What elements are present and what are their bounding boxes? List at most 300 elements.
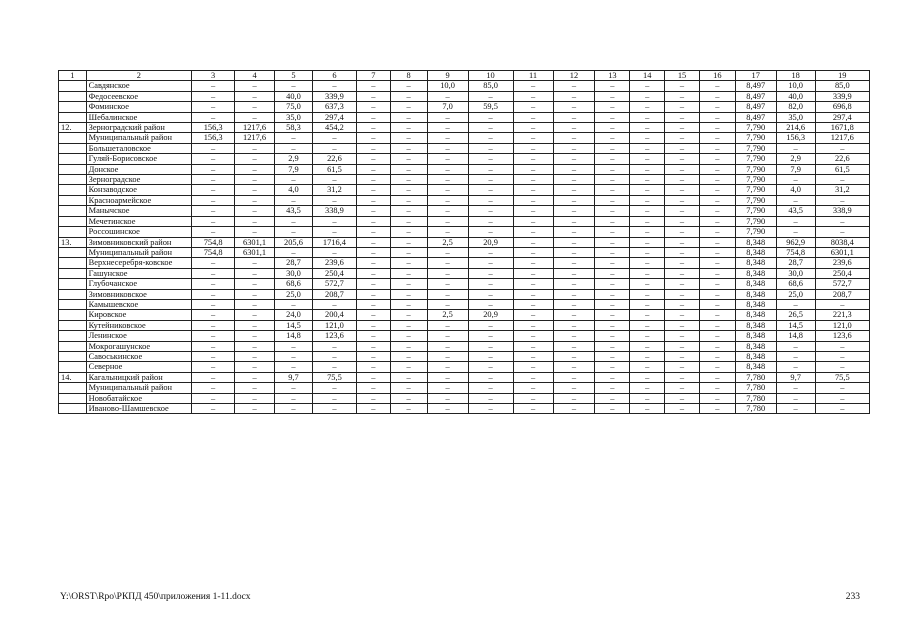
table-row — [59, 133, 870, 143]
table-cell: – — [390, 279, 427, 289]
table-cell: 7,790 — [735, 164, 776, 174]
table-cell: 7,790 — [735, 133, 776, 143]
table-cell: – — [356, 195, 390, 205]
table-cell: – — [275, 247, 313, 257]
table-cell: – — [513, 81, 553, 91]
table-cell: – — [390, 341, 427, 351]
table-cell: – — [468, 279, 513, 289]
table-cell: – — [665, 123, 700, 133]
table-cell: – — [192, 216, 235, 226]
table-cell: – — [630, 320, 665, 330]
table-cell: – — [468, 258, 513, 268]
table-cell: – — [356, 310, 390, 320]
table-cell: 8,497 — [735, 102, 776, 112]
column-header: 1 — [59, 71, 87, 81]
table-cell: – — [815, 227, 869, 237]
row-number — [59, 206, 87, 216]
table-cell: – — [630, 341, 665, 351]
table-cell: 8,348 — [735, 331, 776, 341]
table-cell: – — [468, 154, 513, 164]
table-cell: – — [665, 383, 700, 393]
table-cell: – — [235, 206, 275, 216]
table-cell: – — [553, 351, 595, 361]
table-cell: – — [427, 216, 468, 226]
table-cell: – — [468, 206, 513, 216]
table-cell: – — [776, 362, 815, 372]
table-cell: – — [312, 351, 356, 361]
table-row — [59, 289, 870, 299]
table-cell: – — [595, 91, 630, 101]
data-table — [58, 70, 870, 414]
table-cell: 7,790 — [735, 185, 776, 195]
table-cell: – — [630, 404, 665, 414]
table-cell: 7,9 — [776, 164, 815, 174]
table-cell: – — [192, 289, 235, 299]
table-cell: – — [427, 175, 468, 185]
table-cell: 754,8 — [776, 247, 815, 257]
row-number — [59, 154, 87, 164]
table-cell: – — [553, 258, 595, 268]
table-row — [59, 195, 870, 205]
table-cell: – — [630, 299, 665, 309]
table-cell: – — [595, 393, 630, 403]
table-cell: 8038,4 — [815, 237, 869, 247]
table-row — [59, 310, 870, 320]
table-cell: 10,0 — [427, 81, 468, 91]
table-cell: – — [699, 247, 735, 257]
table-cell: – — [553, 102, 595, 112]
table-cell: 22,6 — [312, 154, 356, 164]
table-cell: – — [390, 351, 427, 361]
table-cell: – — [513, 258, 553, 268]
table-cell: – — [595, 206, 630, 216]
table-cell: – — [390, 175, 427, 185]
table-cell: 20,9 — [468, 310, 513, 320]
table-cell: 121,0 — [312, 320, 356, 330]
table-cell: – — [356, 341, 390, 351]
table-cell: – — [699, 341, 735, 351]
row-number — [59, 393, 87, 403]
table-cell: – — [390, 383, 427, 393]
municipality-name: Глубочанское — [86, 279, 191, 289]
table-cell: 82,0 — [776, 102, 815, 112]
table-cell: 205,6 — [275, 237, 313, 247]
table-cell: – — [699, 320, 735, 330]
table-cell: – — [699, 102, 735, 112]
table-cell: – — [513, 123, 553, 133]
table-cell: – — [630, 383, 665, 393]
table-cell: – — [776, 195, 815, 205]
municipality-name: Зимовниковский район — [86, 237, 191, 247]
table-cell: 7,780 — [735, 404, 776, 414]
table-cell: – — [390, 289, 427, 299]
table-cell: 28,7 — [776, 258, 815, 268]
table-cell: – — [235, 331, 275, 341]
table-cell: – — [815, 216, 869, 226]
table-cell: – — [665, 227, 700, 237]
row-number — [59, 331, 87, 341]
municipality-name: Муниципальный район — [86, 247, 191, 257]
table-cell: – — [427, 247, 468, 257]
table-cell: – — [192, 81, 235, 91]
table-cell: – — [665, 362, 700, 372]
table-cell: – — [665, 206, 700, 216]
table-cell: – — [595, 310, 630, 320]
table-cell: – — [356, 351, 390, 361]
table-cell: – — [630, 133, 665, 143]
table-cell: – — [427, 383, 468, 393]
table-cell: 24,0 — [275, 310, 313, 320]
table-cell: – — [390, 164, 427, 174]
table-cell: – — [235, 351, 275, 361]
table-cell: – — [553, 164, 595, 174]
table-cell: – — [776, 143, 815, 153]
table-cell: – — [390, 258, 427, 268]
municipality-name: Кагальницкий район — [86, 372, 191, 382]
column-header: 16 — [699, 71, 735, 81]
table-cell: – — [235, 216, 275, 226]
table-cell: – — [390, 216, 427, 226]
table-cell: – — [468, 341, 513, 351]
table-cell: – — [595, 362, 630, 372]
table-cell: – — [665, 268, 700, 278]
municipality-name: Иваново-Шамшевское — [86, 404, 191, 414]
table-cell: – — [275, 175, 313, 185]
table-cell: – — [275, 299, 313, 309]
table-cell: – — [699, 237, 735, 247]
row-number — [59, 133, 87, 143]
table-cell: – — [630, 268, 665, 278]
table-cell: – — [513, 320, 553, 330]
table-cell: 43,5 — [275, 206, 313, 216]
table-cell: – — [468, 320, 513, 330]
table-cell: – — [427, 112, 468, 122]
table-cell: – — [390, 331, 427, 341]
table-cell: 85,0 — [815, 81, 869, 91]
row-number — [59, 143, 87, 153]
table-cell: 8,348 — [735, 310, 776, 320]
table-cell: – — [665, 247, 700, 257]
table-cell: – — [595, 404, 630, 414]
table-cell: – — [468, 299, 513, 309]
row-number — [59, 362, 87, 372]
table-cell: – — [427, 227, 468, 237]
table-cell: – — [699, 227, 735, 237]
table-cell: – — [595, 143, 630, 153]
table-cell: – — [665, 175, 700, 185]
table-cell: – — [815, 195, 869, 205]
table-cell: – — [815, 299, 869, 309]
table-cell: – — [513, 299, 553, 309]
table-cell: – — [275, 216, 313, 226]
table-cell: – — [513, 185, 553, 195]
table-cell: 14,5 — [275, 320, 313, 330]
table-cell: 7,9 — [275, 164, 313, 174]
table-cell: – — [595, 258, 630, 268]
table-row — [59, 320, 870, 330]
table-cell: – — [513, 91, 553, 101]
table-cell: 7,790 — [735, 195, 776, 205]
table-cell: – — [356, 320, 390, 330]
table-cell: – — [427, 393, 468, 403]
table-row — [59, 123, 870, 133]
table-cell: – — [630, 164, 665, 174]
table-cell: 156,3 — [192, 133, 235, 143]
table-cell: – — [553, 404, 595, 414]
municipality-name: Мокрогашунское — [86, 341, 191, 351]
table-cell: – — [312, 383, 356, 393]
municipality-name: Красноармейское — [86, 195, 191, 205]
table-cell: – — [192, 310, 235, 320]
table-cell: 31,2 — [312, 185, 356, 195]
table-cell: 61,5 — [312, 164, 356, 174]
table-cell: – — [553, 227, 595, 237]
table-cell: – — [553, 310, 595, 320]
table-cell: 1217,6 — [235, 133, 275, 143]
table-cell: – — [275, 133, 313, 143]
column-header: 7 — [356, 71, 390, 81]
table-cell: – — [665, 351, 700, 361]
municipality-name: Зерноградский район — [86, 123, 191, 133]
table-cell: – — [275, 227, 313, 237]
table-cell: – — [390, 185, 427, 195]
table-cell: – — [630, 247, 665, 257]
table-cell: – — [595, 279, 630, 289]
table-cell: – — [699, 112, 735, 122]
table-cell: – — [356, 154, 390, 164]
table-cell: – — [235, 320, 275, 330]
table-cell: – — [356, 237, 390, 247]
table-cell: – — [468, 91, 513, 101]
table-cell: 2,5 — [427, 310, 468, 320]
table-cell: – — [553, 393, 595, 403]
table-cell: – — [275, 383, 313, 393]
table-cell: – — [427, 154, 468, 164]
table-cell: – — [390, 123, 427, 133]
table-cell: 4,0 — [275, 185, 313, 195]
table-cell: – — [192, 279, 235, 289]
column-header: 15 — [665, 71, 700, 81]
table-cell: – — [513, 331, 553, 341]
table-cell: – — [468, 247, 513, 257]
table-cell: – — [665, 341, 700, 351]
table-cell: 7,790 — [735, 123, 776, 133]
table-cell: – — [595, 268, 630, 278]
table-cell: 6301,1 — [235, 247, 275, 257]
table-cell: 454,2 — [312, 123, 356, 133]
table-cell: – — [553, 362, 595, 372]
table-cell: 40,0 — [275, 91, 313, 101]
table-cell: 20,9 — [468, 237, 513, 247]
table-cell: 1716,4 — [312, 237, 356, 247]
row-number — [59, 320, 87, 330]
table-cell: – — [312, 341, 356, 351]
table-cell: – — [699, 383, 735, 393]
table-cell: – — [390, 102, 427, 112]
table-cell: – — [390, 247, 427, 257]
table-cell: – — [427, 206, 468, 216]
table-cell: 28,7 — [275, 258, 313, 268]
table-cell: – — [235, 289, 275, 299]
table-cell: – — [468, 289, 513, 299]
table-cell: – — [356, 175, 390, 185]
table-cell: – — [513, 310, 553, 320]
table-cell: – — [699, 175, 735, 185]
table-cell: – — [390, 362, 427, 372]
table-cell: – — [553, 289, 595, 299]
table-cell: – — [699, 331, 735, 341]
table-row — [59, 341, 870, 351]
table-cell: 7,790 — [735, 216, 776, 226]
row-number — [59, 279, 87, 289]
table-cell: – — [356, 383, 390, 393]
table-cell: 8,348 — [735, 299, 776, 309]
table-cell: – — [192, 164, 235, 174]
table-cell: – — [192, 102, 235, 112]
table-cell: – — [427, 279, 468, 289]
table-cell: – — [390, 81, 427, 91]
column-header: 2 — [86, 71, 191, 81]
table-cell: – — [513, 372, 553, 382]
table-cell: – — [665, 143, 700, 153]
table-cell: – — [595, 320, 630, 330]
row-number: 12. — [59, 123, 87, 133]
table-cell: – — [275, 341, 313, 351]
table-cell: 221,3 — [815, 310, 869, 320]
table-cell: – — [275, 393, 313, 403]
table-cell: – — [275, 351, 313, 361]
table-cell: – — [356, 258, 390, 268]
table-cell: – — [390, 133, 427, 143]
table-cell: – — [776, 393, 815, 403]
table-cell: 14,8 — [275, 331, 313, 341]
table-cell: – — [595, 289, 630, 299]
table-cell: – — [513, 154, 553, 164]
table-cell: – — [815, 351, 869, 361]
table-cell: – — [235, 185, 275, 195]
table-header-row — [59, 71, 870, 81]
table-cell: – — [513, 133, 553, 143]
table-cell: – — [513, 383, 553, 393]
table-cell: 40,0 — [776, 91, 815, 101]
table-cell: – — [235, 383, 275, 393]
table-cell: – — [356, 112, 390, 122]
table-cell: – — [235, 362, 275, 372]
table-cell: 43,5 — [776, 206, 815, 216]
table-cell: – — [192, 393, 235, 403]
table-cell: 14,8 — [776, 331, 815, 341]
table-cell: 75,0 — [275, 102, 313, 112]
row-number — [59, 299, 87, 309]
table-cell: 4,0 — [776, 185, 815, 195]
table-cell: – — [468, 351, 513, 361]
table-cell: – — [630, 289, 665, 299]
table-cell: 339,9 — [312, 91, 356, 101]
table-cell: 35,0 — [275, 112, 313, 122]
row-number: 13. — [59, 237, 87, 247]
table-cell: – — [356, 299, 390, 309]
table-cell: – — [312, 195, 356, 205]
table-cell: – — [312, 299, 356, 309]
table-cell: – — [553, 81, 595, 91]
municipality-name: Кировское — [86, 310, 191, 320]
table-cell: – — [192, 351, 235, 361]
table-cell: – — [275, 81, 313, 91]
table-cell: 9,7 — [275, 372, 313, 382]
table-cell: – — [699, 258, 735, 268]
table-cell: – — [192, 154, 235, 164]
table-cell: – — [427, 91, 468, 101]
row-number — [59, 268, 87, 278]
table-cell: 75,5 — [815, 372, 869, 382]
municipality-name: Гуляй-Борисовское — [86, 154, 191, 164]
table-cell: 239,6 — [815, 258, 869, 268]
table-cell: – — [699, 206, 735, 216]
table-cell: – — [235, 154, 275, 164]
table-cell: – — [513, 268, 553, 278]
table-cell: – — [356, 185, 390, 195]
row-number — [59, 185, 87, 195]
table-cell: – — [356, 143, 390, 153]
table-cell: 339,9 — [815, 91, 869, 101]
table-cell: – — [356, 123, 390, 133]
table-cell: 2,9 — [776, 154, 815, 164]
row-number — [59, 112, 87, 122]
table-cell: – — [699, 404, 735, 414]
table-cell: – — [776, 175, 815, 185]
table-cell: 297,4 — [312, 112, 356, 122]
table-row — [59, 404, 870, 414]
table-cell: – — [553, 206, 595, 216]
table-cell: – — [192, 206, 235, 216]
row-number — [59, 227, 87, 237]
municipality-name: Манычское — [86, 206, 191, 216]
table-cell: 962,9 — [776, 237, 815, 247]
table-cell: 8,348 — [735, 341, 776, 351]
table-cell: – — [356, 362, 390, 372]
table-cell: – — [595, 341, 630, 351]
table-cell: 25,0 — [776, 289, 815, 299]
row-number — [59, 247, 87, 257]
table-cell: – — [630, 393, 665, 403]
table-cell: 7,790 — [735, 143, 776, 153]
table-row — [59, 206, 870, 216]
table-cell: – — [513, 393, 553, 403]
table-cell: – — [665, 112, 700, 122]
table-cell: 7,0 — [427, 102, 468, 112]
table-cell: – — [699, 372, 735, 382]
row-number — [59, 258, 87, 268]
table-row — [59, 258, 870, 268]
table-cell: – — [192, 143, 235, 153]
table-row — [59, 268, 870, 278]
table-cell: – — [699, 91, 735, 101]
table-cell: – — [513, 362, 553, 372]
table-cell: – — [312, 81, 356, 91]
table-cell: 2,5 — [427, 237, 468, 247]
table-cell: – — [312, 143, 356, 153]
table-cell: – — [630, 195, 665, 205]
row-number: 14. — [59, 372, 87, 382]
table-cell: – — [192, 91, 235, 101]
table-cell: – — [630, 310, 665, 320]
table-row — [59, 112, 870, 122]
table-cell: – — [356, 91, 390, 101]
table-cell: – — [427, 185, 468, 195]
table-cell: – — [312, 133, 356, 143]
table-cell: – — [699, 133, 735, 143]
table-cell: – — [665, 372, 700, 382]
